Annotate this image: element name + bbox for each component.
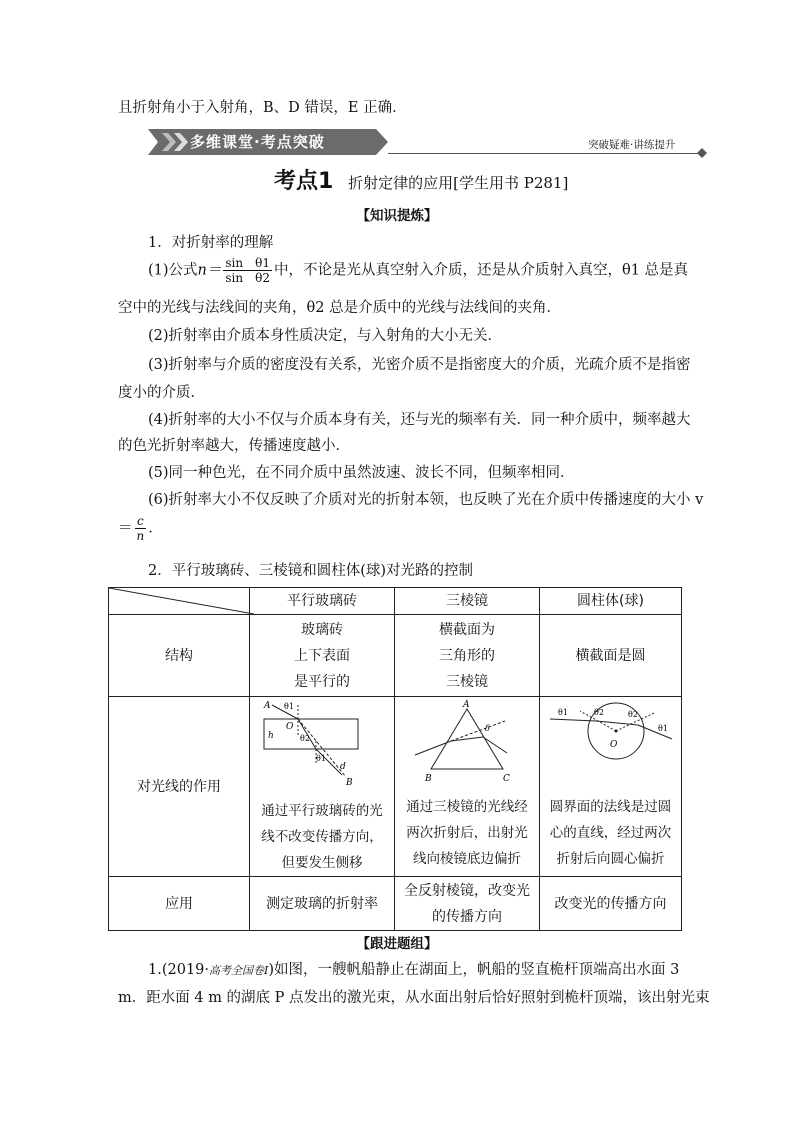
use-slab: 测定玻璃的折射率 [250,877,395,931]
banner-rule [388,153,698,154]
effect-cylinder-text [540,794,681,872]
cell-line: 上下表面 [294,647,350,664]
diamond-icon [697,148,707,158]
fig-label: B [425,774,432,784]
use-cylinder: 改变光的传播方向 [540,877,682,931]
p5: (5)同一种色光，在不同介质中虽然波速、波长不同，但频率相同． [148,465,575,481]
fraction-num: sin θ1 [225,256,270,270]
cell-line: 通过三棱镜的光线经 [406,799,528,815]
p3-line1: (3)折射率与介质的密度没有关系，光密介质不是指密度大的介质，光疏介质不是指密 [148,357,691,373]
structure-slab [250,615,395,697]
cell-line: 三棱镜 [446,673,488,690]
cell-line: 全反射棱镜，改变光 [404,882,530,899]
fig-label: θ1 [558,708,568,717]
effect-cylinder [540,697,682,877]
kaodian-number: 1 [318,169,334,194]
effect-prism [395,697,540,877]
structure-prism [395,615,540,697]
effect-slab-text [250,798,394,876]
table-row-structure [109,615,682,697]
sin-fraction [223,256,272,285]
cell-line: 线向棱镜底边偏折 [413,851,521,867]
table-row-effect [109,697,682,877]
header-cylinder: 圆柱体(球) [540,588,682,615]
fig-label: θ1 [284,702,294,711]
fig-label: δ [485,724,490,733]
prism-figure [395,697,539,785]
q1-line2: m．距水面 4 m 的湖底 P 点发出的激光束，从水面出射后恰好照射到桅杆顶端，该出射光束 [118,990,710,1006]
c-num: c [135,514,147,529]
cell-line: 折射后向圆心偏折 [556,851,665,867]
cell-line: 的传播方向 [432,908,502,925]
optics-table [108,587,682,931]
p1-n-eq: n＝ [197,262,222,279]
q1-line1 [148,958,679,979]
fig-label: θ2 [300,734,310,743]
q1-prefix: 1.(2019· [148,962,210,978]
use-prism [395,877,540,931]
fraction-den: sin θ2 [225,271,270,285]
cell-line: 两次折射后，出射光 [406,825,528,841]
fig-label: O [286,722,294,732]
intro-line: 且折射角小于入射角，B、D 错误，E 正确． [118,100,407,116]
fig-label: d [340,762,346,772]
fig-label: θ2 [628,710,638,719]
cell-line: 圆界面的法线是过圆 [549,799,672,815]
effect-slab [250,697,395,877]
cell-line: 三角形的 [439,647,495,664]
cell-line: 是平行的 [294,673,350,690]
table-row-use [109,877,682,931]
circle-figure [540,697,681,785]
fig-label: h [268,731,274,741]
header-slab: 平行玻璃砖 [250,588,395,615]
fig-label: θ1 [658,724,668,733]
fig-label: θ1 [316,754,326,763]
fig-label: O [610,740,618,750]
cell-line: 心的直线，经过两次 [549,825,672,841]
q1-rest: )如图，一艘帆船静止在湖面上，帆船的竖直桅杆顶端高出水面 3 [268,962,680,978]
section-title [274,164,568,195]
p6-line2 [118,514,153,543]
fig-label: A [264,701,271,711]
structure-cylinder: 横截面是圆 [540,615,682,697]
table-header-row [109,588,682,615]
item1-heading: 1．对折射率的理解 [148,235,274,251]
q1-source: 高考全国卷Ⅰ [209,964,269,977]
p4-line2: 的色光折射率越大，传播速度越小． [118,438,350,454]
c-over-n [135,514,147,543]
p1-prefix: (1)公式 [148,262,198,279]
p4-line1: (4)折射率的大小不仅与介质本身有关，还与光的频率有关．同一种介质中，频率越大 [148,412,691,428]
banner-right-text: 突破疑难·讲练提升 [588,139,676,151]
p6-line1: (6)折射率大小不仅反映了介质对光的折射本领，也反映了光在介质中传播速度的大小 v [148,492,704,508]
p6-end: . [148,520,153,537]
diagonal-line [109,588,254,614]
banner-label: 多维课堂·考点突破 [190,133,325,151]
cell-line: 玻璃砖 [301,621,343,638]
cell-line: 通过平行玻璃砖的光 [261,803,383,819]
follow-heading: 【跟进题组】 [356,936,438,952]
item2-heading: 2．平行玻璃砖、三棱镜和圆柱体(球)对光路的控制 [148,563,474,579]
kaodian-label: 考点 [274,168,319,194]
fig-label: C [503,774,510,784]
row-label-use: 应用 [109,877,250,931]
section-subtitle: 折射定律的应用[学生用书 P281] [348,174,569,192]
header-prism: 三棱镜 [395,588,540,615]
cell-line: 横截面为 [439,621,495,638]
fig-label: B [346,778,353,788]
p1-line1 [148,256,688,285]
p3-line2: 度小的介质． [118,385,205,401]
p2: (2)折射率由介质本身性质决定，与入射角的大小无关． [148,328,503,344]
cell-line: 线不改变传播方向， [261,829,383,845]
fig-label: A [463,700,470,710]
header-diagonal-cell [109,588,250,615]
fig-label: θ2 [594,708,604,717]
cell-line: 但要发生侧移 [281,855,363,871]
knowledge-heading: 【知识提炼】 [356,208,438,224]
n-den: n [136,529,145,543]
row-label-effect: 对光线的作用 [109,697,250,877]
row-label-structure: 结构 [109,615,250,697]
effect-prism-text [395,794,539,872]
slab-figure [250,697,394,789]
p1-line2: 空中的光线与法线间的夹角，θ2 总是介质中的光线与法线间的夹角． [118,300,562,316]
p1-rest-a: 中，不论是光从真空射入介质，还是从介质射入真空，θ1 总是真 [273,262,689,279]
p6-eq: ＝ [118,520,133,537]
